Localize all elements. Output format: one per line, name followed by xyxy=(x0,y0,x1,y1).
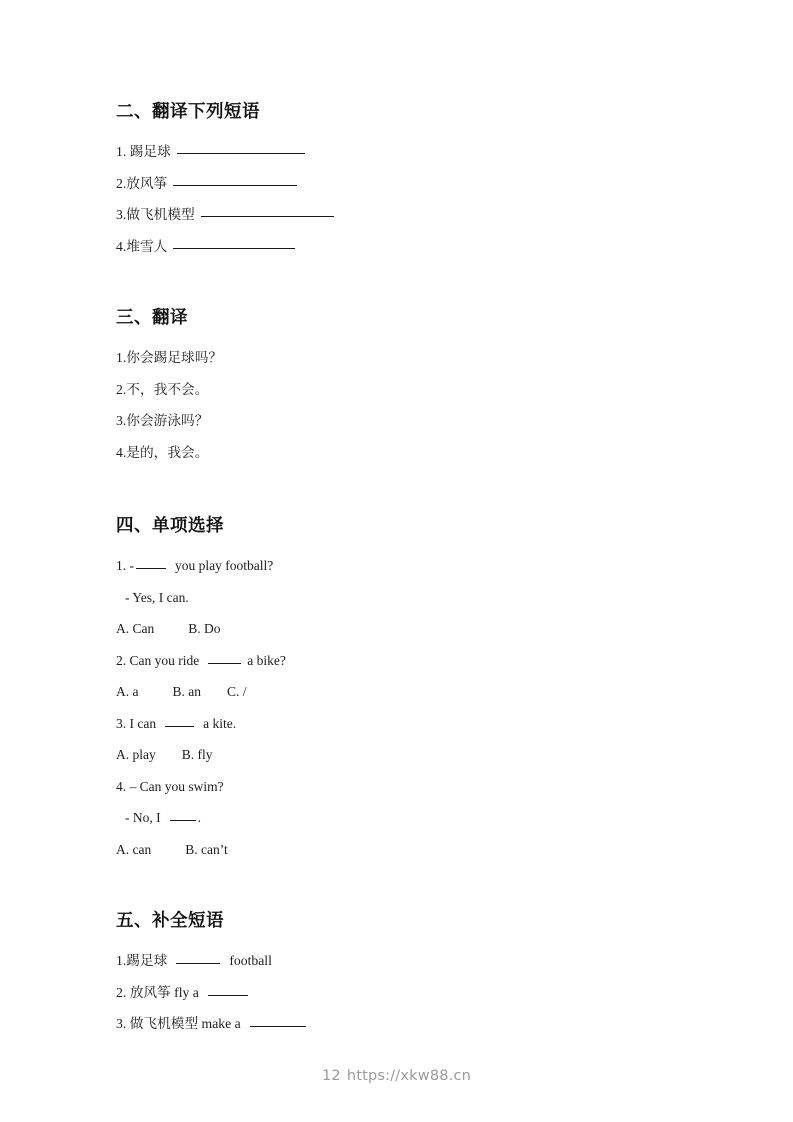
section-five-item-1 xyxy=(116,945,716,977)
item-tail: football xyxy=(229,953,272,968)
answer-blank[interactable] xyxy=(201,204,334,217)
answer-blank[interactable] xyxy=(136,557,166,569)
section-three-item-2: 2.不，我不会。 xyxy=(116,381,209,397)
section-three-item-1: 1.你会踢足球吗？ xyxy=(116,350,223,365)
answer-blank[interactable] xyxy=(208,652,241,664)
option-a[interactable]: A. Can xyxy=(116,621,155,636)
question-tail: a bike? xyxy=(247,652,286,668)
item-prompt: 4.堆雪人 xyxy=(116,238,168,254)
section-five xyxy=(116,909,716,1040)
section-five-item-2 xyxy=(116,977,716,1009)
answer-tail: . xyxy=(197,810,201,825)
answer-blank[interactable] xyxy=(176,952,220,964)
section-four-question-4: 4. – Can you swim? xyxy=(116,778,224,794)
section-three xyxy=(116,306,716,468)
option-b[interactable]: B. Do xyxy=(188,621,221,636)
watermark-url: https://xkw88.cn xyxy=(346,1068,472,1084)
answer-blank[interactable] xyxy=(173,173,297,186)
worksheet-content xyxy=(116,100,716,1040)
item-prompt: 3. 做飞机模型 make a xyxy=(116,1016,241,1031)
section-four-options-4 xyxy=(116,834,716,866)
answer-blank[interactable] xyxy=(250,1015,306,1027)
section-four-question-3 xyxy=(116,708,716,740)
option-b[interactable]: B. can’t xyxy=(185,841,228,857)
answer-blank[interactable] xyxy=(173,236,295,249)
section-two xyxy=(116,100,716,262)
section-three-item-4: 4.是的，我会。 xyxy=(116,444,209,460)
question-tail: you play football? xyxy=(175,558,274,573)
section-two-heading: 二、翻译下列短语 xyxy=(116,102,260,122)
section-four-answer-4 xyxy=(116,802,716,834)
section-three-item-3: 3.你会游泳吗？ xyxy=(116,413,209,428)
question-tail: a kite. xyxy=(203,715,237,731)
option-a[interactable]: A. can xyxy=(116,841,152,857)
section-four-question-2 xyxy=(116,645,716,677)
question-stem: 2. Can you ride xyxy=(116,652,200,668)
section-spacer xyxy=(116,468,716,514)
item-prompt: 1.踢足球 xyxy=(116,953,168,968)
section-two-item-1 xyxy=(116,136,716,168)
answer-blank[interactable] xyxy=(170,809,196,821)
question-stem: 1. - xyxy=(116,558,134,573)
section-two-item-2 xyxy=(116,168,716,200)
question-stem: 3. I can xyxy=(116,715,157,731)
section-five-item-3 xyxy=(116,1008,716,1040)
section-four-question-1 xyxy=(116,550,716,582)
item-prompt: 2.放风筝 xyxy=(116,175,168,191)
answer-blank[interactable] xyxy=(208,984,248,996)
page-footer-watermark xyxy=(0,1068,793,1084)
section-spacer xyxy=(116,865,716,909)
item-prompt: 3.做飞机模型 xyxy=(116,207,195,222)
page-number: 12 xyxy=(321,1068,341,1084)
option-c[interactable]: C. / xyxy=(227,684,247,699)
section-two-item-3 xyxy=(116,199,716,231)
answer-blank[interactable] xyxy=(177,141,305,154)
answer-stem: - No, I xyxy=(125,810,161,825)
answer-blank[interactable] xyxy=(165,715,194,727)
option-a[interactable]: A. a xyxy=(116,684,139,699)
section-two-item-4 xyxy=(116,231,716,263)
option-b[interactable]: B. an xyxy=(172,684,201,699)
section-spacer xyxy=(116,262,716,306)
section-five-heading: 五、补全短语 xyxy=(116,911,224,931)
section-four-options-3 xyxy=(116,739,716,771)
section-four xyxy=(116,514,716,865)
option-b[interactable]: B. fly xyxy=(181,747,213,762)
item-prompt: 1. 踢足球 xyxy=(116,144,171,159)
section-four-heading: 四、单项选择 xyxy=(116,516,224,536)
section-four-answer-1: - Yes, I can. xyxy=(125,589,189,605)
section-four-options-2 xyxy=(116,676,716,708)
section-three-heading: 三、翻译 xyxy=(116,308,188,328)
item-prompt: 2. 放风筝 fly a xyxy=(116,984,199,1000)
section-four-options-1 xyxy=(116,613,716,645)
option-a[interactable]: A. play xyxy=(116,747,156,762)
